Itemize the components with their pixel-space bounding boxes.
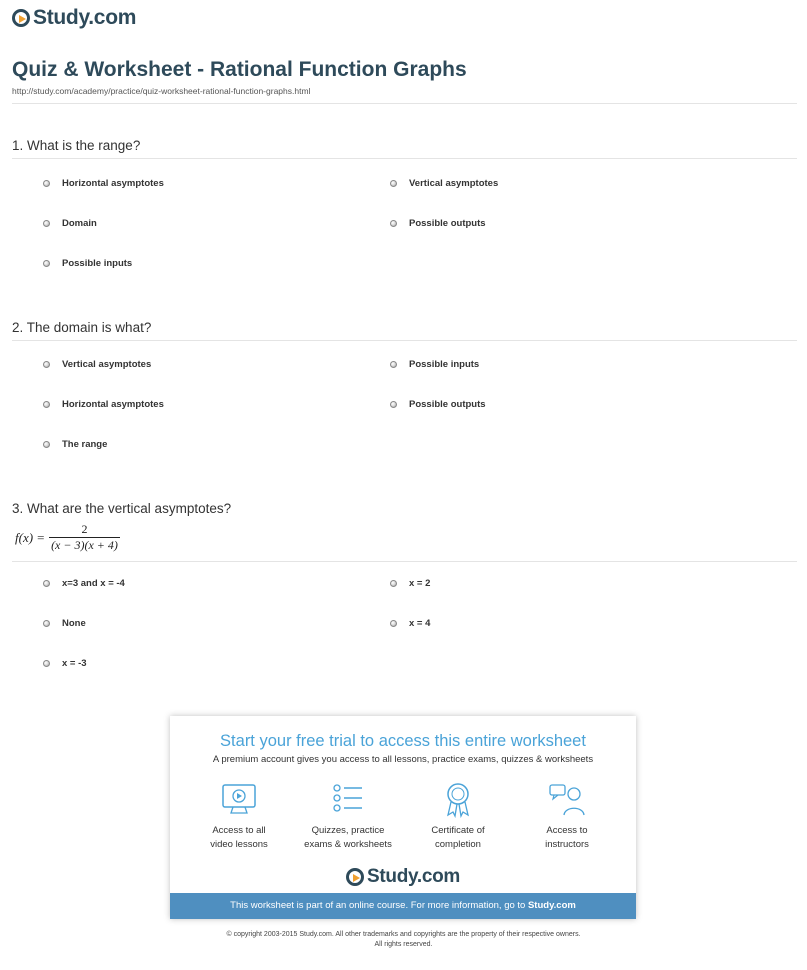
option-label: Possible outputs xyxy=(409,218,486,229)
question-3-option[interactable] xyxy=(43,658,87,669)
copyright-line: © copyright 2003-2015 Study.com. All other trademarks and copyrights are the property of their respective owners. xyxy=(226,931,581,938)
promo-info-bar xyxy=(170,893,636,919)
page-title: Quiz & Worksheet - Rational Function Graphs xyxy=(12,58,467,81)
question-3-option[interactable] xyxy=(390,578,430,589)
radio-icon[interactable] xyxy=(43,260,50,267)
promo-bar-link[interactable]: Study.com xyxy=(527,900,576,911)
question-2-option[interactable] xyxy=(43,399,164,410)
radio-icon[interactable] xyxy=(390,401,397,408)
feature-label: Quizzes, practice exams & worksheets xyxy=(304,825,392,850)
option-label: Vertical asymptotes xyxy=(409,178,499,189)
free-trial-promo xyxy=(170,716,636,919)
question-3-formula xyxy=(15,522,120,553)
option-label: Horizontal asymptotes xyxy=(62,399,164,410)
formula-denominator: (x − 3)(x + 4) xyxy=(51,538,118,552)
page-url: http://study.com/academy/practice/quiz-worksheet-rational-function-graphs.html xyxy=(12,86,311,96)
question-2-option[interactable] xyxy=(43,439,107,450)
option-label: Possible inputs xyxy=(62,258,133,269)
option-label: Domain xyxy=(62,218,97,229)
radio-icon[interactable] xyxy=(390,620,397,627)
divider xyxy=(12,340,797,341)
option-label: Horizontal asymptotes xyxy=(62,178,164,189)
logo-text: Study.com xyxy=(33,6,137,29)
radio-icon[interactable] xyxy=(43,220,50,227)
radio-icon[interactable] xyxy=(43,660,50,667)
question-3-option[interactable] xyxy=(390,618,430,629)
copyright-footer xyxy=(0,930,807,950)
instructor-icon xyxy=(547,782,587,818)
rights-line: All rights reserved. xyxy=(374,941,433,948)
promo-bar-text: This worksheet is part of an online course. For more information, go to xyxy=(230,900,528,911)
promo-subheading: A premium account gives you access to all lessons, practice exams, quizzes & worksheets xyxy=(212,754,594,765)
question-2-title: 2. The domain is what? xyxy=(12,320,152,335)
formula-numerator: 2 xyxy=(81,522,88,536)
option-label: The range xyxy=(62,439,108,450)
radio-icon[interactable] xyxy=(390,180,397,187)
quiz-list-icon xyxy=(328,782,368,818)
radio-icon[interactable] xyxy=(43,401,50,408)
question-3-title: 3. What are the vertical asymptotes? xyxy=(12,501,232,516)
radio-icon[interactable] xyxy=(390,580,397,587)
radio-icon[interactable] xyxy=(390,361,397,368)
promo-heading[interactable]: Start your free trial to access this entire worksheet xyxy=(220,732,586,750)
radio-icon[interactable] xyxy=(43,180,50,187)
divider xyxy=(12,158,797,159)
video-lesson-icon xyxy=(219,782,259,818)
play-logo-icon xyxy=(346,868,364,886)
option-label: None xyxy=(62,618,86,629)
question-3-option[interactable] xyxy=(43,618,86,629)
question-1-title: 1. What is the range? xyxy=(12,138,141,153)
question-1-option[interactable] xyxy=(390,178,498,189)
certificate-icon xyxy=(438,782,478,818)
site-logo[interactable] xyxy=(12,6,136,30)
question-2-option[interactable] xyxy=(43,359,151,370)
option-label: x=3 and x = -4 xyxy=(62,578,125,589)
formula-lhs: f(x) = xyxy=(15,529,46,545)
feature-label: Certificate of completion xyxy=(431,825,485,850)
logo-text: Study.com xyxy=(366,866,460,887)
question-3-option[interactable] xyxy=(43,578,125,589)
feature-certificate xyxy=(403,782,513,852)
question-2-option[interactable] xyxy=(390,359,479,370)
radio-icon[interactable] xyxy=(43,441,50,448)
divider xyxy=(12,561,797,562)
play-logo-icon xyxy=(12,9,30,27)
question-1-option[interactable] xyxy=(43,218,97,229)
question-1-option[interactable] xyxy=(390,218,486,229)
radio-icon[interactable] xyxy=(43,620,50,627)
radio-icon[interactable] xyxy=(390,220,397,227)
question-1-option[interactable] xyxy=(43,258,132,269)
option-label: x = -3 xyxy=(62,658,87,669)
option-label: x = 2 xyxy=(409,578,431,589)
promo-logo[interactable] xyxy=(170,866,636,888)
question-2-option[interactable] xyxy=(390,399,486,410)
feature-quizzes xyxy=(293,782,403,852)
feature-video-lessons xyxy=(184,782,294,852)
feature-instructors xyxy=(512,782,622,852)
formula-fraction xyxy=(49,522,120,553)
feature-label: Access to instructors xyxy=(545,825,589,850)
option-label: Vertical asymptotes xyxy=(62,359,152,370)
option-label: Possible outputs xyxy=(409,399,486,410)
radio-icon[interactable] xyxy=(43,361,50,368)
question-1-option[interactable] xyxy=(43,178,164,189)
feature-label: Access to all video lessons xyxy=(210,825,268,850)
option-label: Possible inputs xyxy=(409,359,480,370)
option-label: x = 4 xyxy=(409,618,431,629)
radio-icon[interactable] xyxy=(43,580,50,587)
divider xyxy=(12,103,797,104)
